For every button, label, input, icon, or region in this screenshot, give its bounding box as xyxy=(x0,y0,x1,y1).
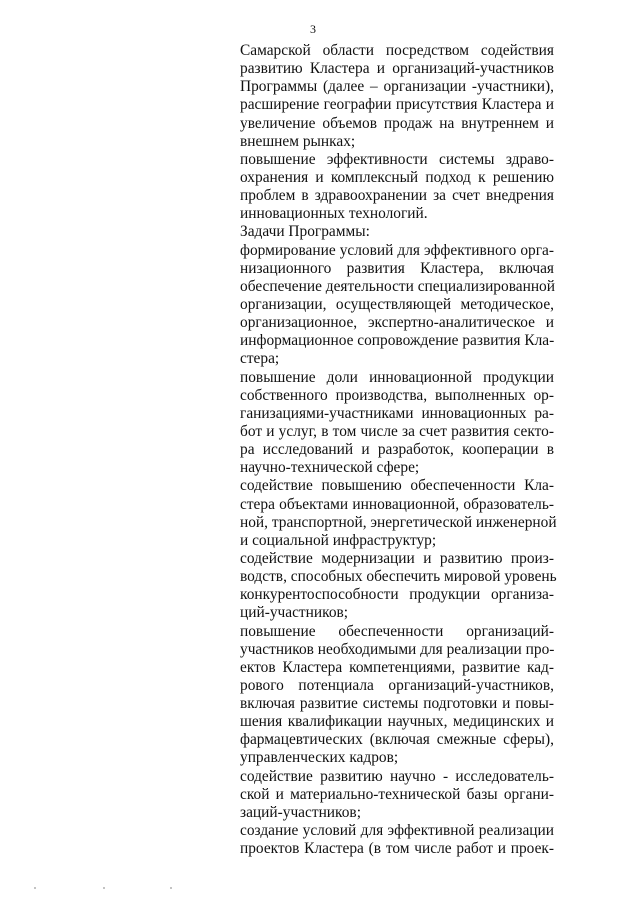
text-line: содействие повышению обеспеченности Кла- xyxy=(240,477,554,495)
scan-artifact xyxy=(170,887,172,889)
text-line: ганизациями-участниками инновационных ра- xyxy=(240,404,554,422)
text-line: шения квалификации научных, медицинских и xyxy=(240,713,554,731)
body-text xyxy=(240,42,557,858)
text-line: ектов Кластера компетенциями, развитие кад- xyxy=(240,658,554,676)
text-line: ра исследований и разработок, кооперации в xyxy=(240,441,554,459)
text-line: Программы (далее – организации -участники), xyxy=(240,78,554,96)
text-line: рового потенциала организаций-участников, xyxy=(240,676,554,694)
text-line: стера; xyxy=(240,350,280,368)
text-line: участников необходимыми для реализации про- xyxy=(240,640,555,658)
text-line: формирование условий для эффективного орга- xyxy=(240,241,554,259)
text-line: Самарской области посредством содействия xyxy=(240,42,554,59)
text-line: охранения и комплексный подход к решению xyxy=(240,168,554,186)
text-line: стера объектами инновационной, образователь- xyxy=(240,495,554,513)
text-line: обеспечение деятельности специализированной xyxy=(240,277,555,295)
text-line: низационного развития Кластера, включая xyxy=(240,259,554,277)
scan-artifact xyxy=(34,887,36,889)
text-line: научно-технической сфере; xyxy=(240,459,420,477)
text-line: развитию Кластера и организаций-участников xyxy=(240,60,554,78)
text-line: расширение географии присутствия Кластера и xyxy=(240,96,554,114)
text-line: содействие развитию научно - исследователь- xyxy=(240,767,554,785)
text-line: повышение доли инновационной продукции xyxy=(240,368,554,386)
text-line: повышение обеспеченности организаций- xyxy=(240,622,554,640)
text-line: водств, способных обеспечить мировой уровень xyxy=(240,568,557,586)
text-line: и социальной инфраструктур; xyxy=(240,531,437,549)
text-line: внешнем рынках; xyxy=(240,132,356,150)
text-line: ций-участников; xyxy=(240,604,349,622)
text-line: фармацевтических (включая смежные сферы), xyxy=(240,731,554,749)
text-line: включая развитие системы подготовки и повы- xyxy=(240,695,554,713)
text-line: заций-участников; xyxy=(240,803,361,821)
text-line: повышение эффективности системы здраво- xyxy=(240,150,554,168)
text-line: проектов Кластера (в том числе работ и проек- xyxy=(240,840,554,858)
text-line: увеличение объемов продаж на внутреннем и xyxy=(240,114,554,132)
text-line: инновационных технологий. xyxy=(240,205,428,223)
text-line: Задачи Программы: xyxy=(240,223,370,241)
page-number: 3 xyxy=(310,22,316,36)
text-line: ской и материально-технической базы органи- xyxy=(240,785,554,803)
text-line: управленческих кадров; xyxy=(240,749,399,767)
text-line: ной, транспортной, энергетической инженерной xyxy=(240,513,557,531)
text-line: организации, осуществляющей методическое, xyxy=(240,295,554,313)
text-line: содействие модернизации и развитию произ- xyxy=(240,549,554,567)
text-line: бот и услуг, в том числе за счет развития секто- xyxy=(240,422,554,440)
text-line: информационное сопровождение развития Кла- xyxy=(240,332,555,350)
text-line: собственного производства, выполненных ор- xyxy=(240,386,554,404)
text-line: проблем в здравоохранении за счет внедрения xyxy=(240,187,554,205)
text-line: организационное, экспертно-аналитическое и xyxy=(240,314,554,332)
scan-artifact xyxy=(103,887,105,889)
text-line: конкурентоспособности продукции организа- xyxy=(240,586,554,604)
text-line: создание условий для эффективной реализации xyxy=(240,822,554,840)
